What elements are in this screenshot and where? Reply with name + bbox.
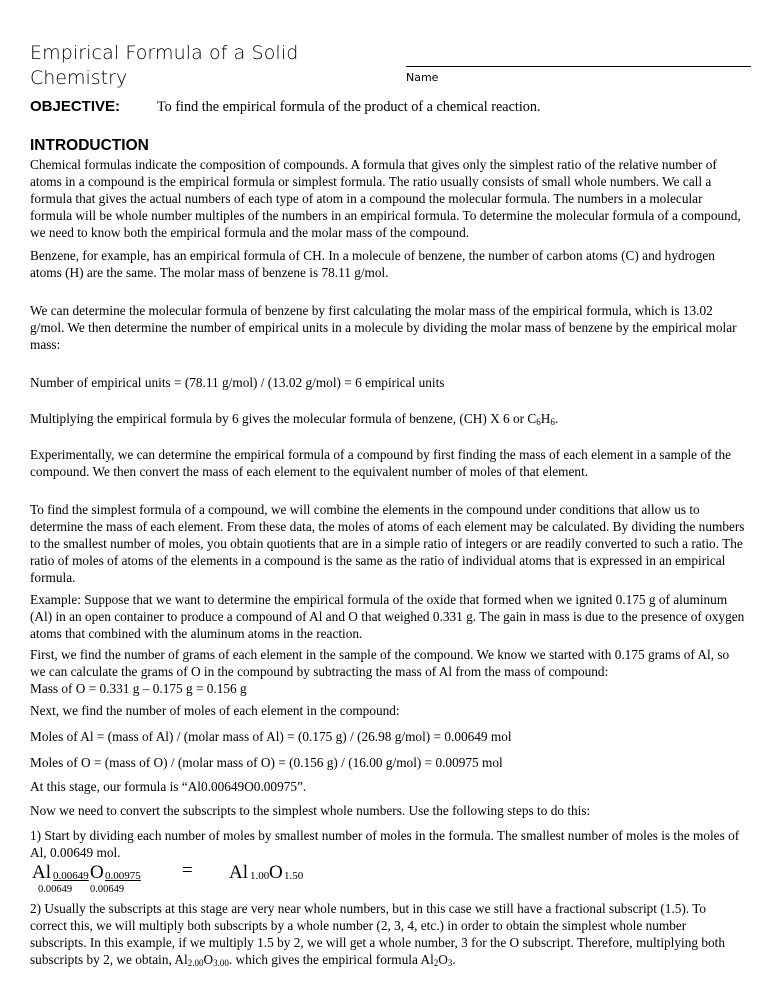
intro-paragraph-1: Chemical formulas indicate the composition of compounds. A formula that gives only the simplest ratio of the relative number of atoms in a compound is the empirical formula or simplest formula. The ratio usually consists of small whole numbers. We call a formula that gives the actual numbers of each type of atom in a compound the molecular formula. The numbers in a molecular formula will be whole number multiples of the numbers in an empirical formula. To determine the molecular formula of a compound, we need to know both the empirical formula and the molar mass of the compound. bbox=[30, 157, 741, 240]
intro-paragraph-6: Experimentally, we can determine the empirical formula of a compound by first finding the mass of each element in a sample of the compound. We then convert the mass of each element to the equivalent number of moles of that element. bbox=[30, 447, 732, 479]
intro-paragraph-16 bbox=[30, 900, 745, 968]
eq-result-o: O bbox=[269, 862, 283, 883]
p16-sub-1: 2.00 bbox=[187, 958, 204, 968]
intro-paragraph-2: Benzene, for example, has an empirical formula of CH. In a molecule of benzene, the number of carbon atoms (C) and hydrogen atoms (H) are the same. The molar mass of benzene is 78.11 g/mol. bbox=[30, 248, 715, 280]
eq-al: Al bbox=[32, 862, 51, 883]
intro-paragraph-10: Next, we find the number of moles of each element in the compound: bbox=[30, 703, 400, 718]
intro-paragraph-12: Moles of O = (mass of O) / (molar mass of O) = (0.156 g) / (16.00 g/mol) = 0.00975 mol bbox=[30, 755, 503, 770]
p16-sub-3: 2 bbox=[433, 958, 439, 968]
p16-o2: O bbox=[438, 952, 448, 967]
intro-paragraph-13: At this stage, our formula is “Al0.00649O0.00975”. bbox=[30, 779, 307, 794]
intro-paragraph-7: To find the simplest formula of a compound, we will combine the elements in the compound under conditions that allow us to determine the mass of each element. From these data, the moles of atoms of each element may be calculated. By dividing the numbers to the smallest number of moles, you obtain quotients that are in a simple ratio of integers or are readily converted to such a ratio. The ratio of moles of atoms of the elements in a compound is the same as the ratio of individual atoms that is expressed in an empirical formula. bbox=[30, 502, 745, 585]
intro-paragraph-4: Number of empirical units = (78.11 g/mol) / (13.02 g/mol) = 6 empirical units bbox=[30, 375, 445, 390]
p16-sub-4: 3 bbox=[447, 958, 453, 968]
intro-paragraph-11: Moles of Al = (mass of Al) / (molar mass of Al) = (0.175 g) / (26.98 g/mol) = 0.00649 mol bbox=[30, 729, 512, 744]
p5-h: H bbox=[540, 411, 551, 426]
eq-denominator-2: 0.00649 bbox=[90, 884, 125, 895]
objective-label: OBJECTIVE: bbox=[30, 98, 121, 115]
intro-paragraph-3: We can determine the molecular formula of benzene by first calculating the molar mass of the empirical formula, which is 13.02 g/mol. We then determine the number of empirical units in a molecule by dividing the molar mass of benzene by the empirical molar mass: bbox=[30, 303, 737, 352]
p16-o: O bbox=[203, 952, 214, 967]
eq-o: O bbox=[90, 862, 104, 883]
intro-paragraph-9 bbox=[30, 646, 745, 697]
document-subject: Chemistry bbox=[30, 67, 128, 89]
eq-al-subscript: 0.00649 bbox=[53, 870, 89, 882]
eq-denominator-1: 0.00649 bbox=[38, 884, 73, 895]
intro-paragraph-8: Example: Suppose that we want to determine the empirical formula of the oxide that formed when we ignited 0.175 g of aluminum (Al) in an open container to produce a compound of Al and O that weighed 0.331 g. The gain in mass is due to the presence of oxygen atoms that combined with the aluminum atoms in the reaction. bbox=[30, 592, 745, 641]
p5-text: Multiplying the empirical formula by 6 gives the molecular formula of benzene, (CH) X 6 or C bbox=[30, 411, 537, 426]
name-label: Name bbox=[406, 71, 439, 84]
objective-text: To find the empirical formula of the product of a chemical reaction. bbox=[157, 99, 541, 115]
p5-sub-2: 6 bbox=[550, 417, 555, 427]
p9-line-1: First, we find the number of grams of each element in the sample of the compound. We know we started with 0.175 grams of Al, so we can calculate the grams of O in the compound by subtracting the mass of Al from the mass of compound: bbox=[30, 647, 730, 679]
name-line bbox=[406, 66, 751, 67]
document-title: Empirical Formula of a Solid bbox=[30, 42, 299, 64]
eq-result-o-subscript: 1.50 bbox=[284, 870, 304, 882]
p16-text: 2) Usually the subscripts at this stage are very near whole numbers, but in this case we still have a fractional subscript (1.5). To correct this, we will multiply both subscripts by a whole number (2, 3, 4, etc.) in order to obtain the simplest whole number subscripts. In this example, if we multiply 1.5 by 2, we will get a whole number, 3 for the O subscript. Therefore, multiplying both subscripts by 2, we obtain, Al bbox=[30, 901, 725, 967]
p16-mid: . which gives the empirical formula Al bbox=[228, 952, 434, 967]
eq-result-al-subscript: 1.00 bbox=[250, 870, 270, 882]
p5-end: . bbox=[554, 411, 559, 426]
eq-result-al: Al bbox=[229, 862, 248, 883]
p16-sub-2: 3.00 bbox=[213, 958, 229, 968]
eq-o-subscript: 0.00975 bbox=[105, 870, 141, 882]
p16-end: . bbox=[452, 952, 456, 967]
intro-paragraph-15: 1) Start by dividing each number of moles by smallest number of moles in the formula. The smallest number of moles is the moles of Al, 0.00649 mol. bbox=[30, 828, 740, 860]
introduction-heading: INTRODUCTION bbox=[30, 137, 149, 154]
intro-paragraph-14: Now we need to convert the subscripts to the simplest whole numbers. Use the following steps to do this: bbox=[30, 803, 591, 818]
p5-sub-1: 6 bbox=[536, 417, 541, 427]
eq-equals: = bbox=[182, 860, 193, 881]
intro-paragraph-5 bbox=[30, 410, 745, 427]
p9-line-2: Mass of O = 0.331 g – 0.175 g = 0.156 g bbox=[30, 681, 247, 696]
